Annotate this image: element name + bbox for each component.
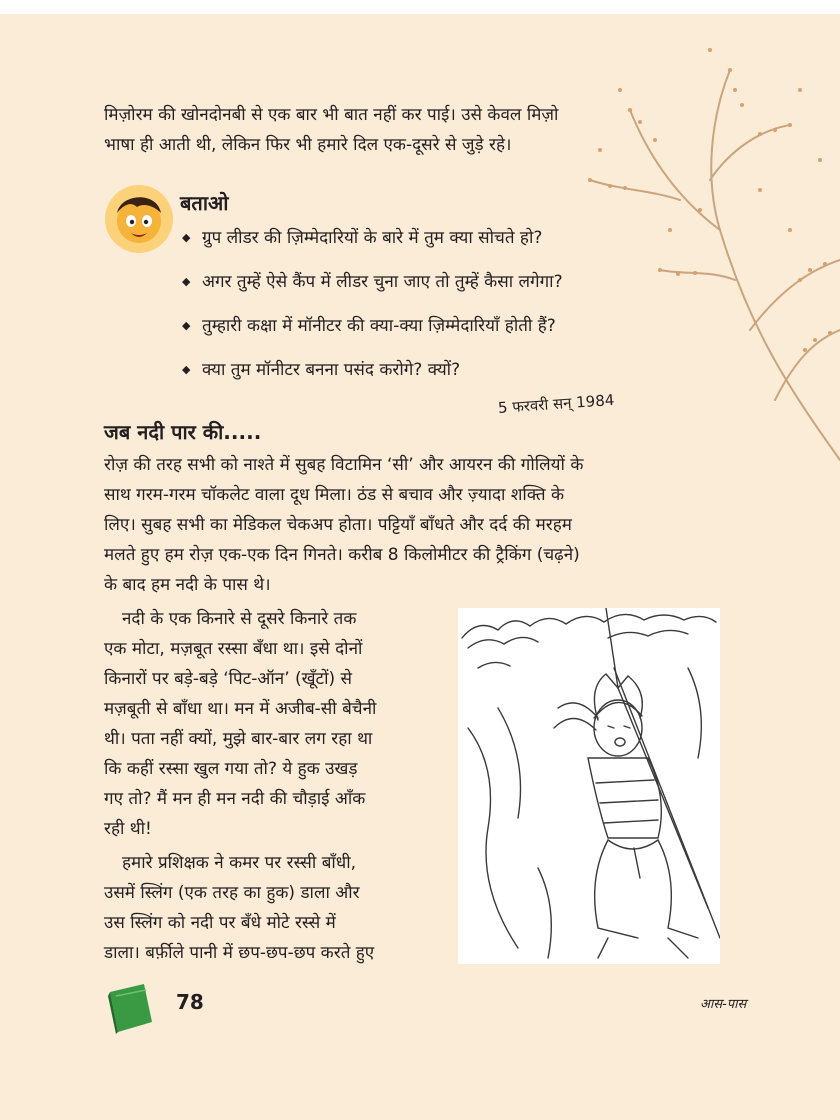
text-line: मज़बूती से बाँधा था। मन में अजीब-सी बेचैनी	[104, 699, 377, 719]
text-line: मलते हुए हम रोज़ एक-एक दिन गिनते। करीब 8 किलोमीटर की ट्रैकिंग (चढ़ने)	[104, 545, 580, 565]
page-number: 78	[176, 990, 204, 1014]
text-line: भाषा ही आती थी, लेकिन फिर भी हमारे दिल एक-दूसरे से जुड़े रहे।	[104, 135, 512, 155]
text-line: मिज़ोरम की खोनदोनबी से एक बार भी बात नहीं कर पाई। उसे केवल मिज़ो	[104, 105, 559, 125]
text-line: हमारे प्रशिक्षक ने कमर पर रस्सी बाँधी,	[122, 853, 357, 873]
book-title: आस-पास	[700, 997, 747, 1012]
text-line: के बाद हम नदी के पास थे।	[104, 575, 271, 595]
text-line: डाला। बर्फ़ीले पानी में छप-छप-छप करते हुए	[104, 943, 375, 963]
batao-heading: बताओ	[180, 191, 229, 215]
question-item	[182, 228, 563, 248]
text-line: लिए। सुबह सभी का मेडिकल चेकअप होता। पट्टियाँ बाँधते और दर्द की मरहम	[104, 515, 572, 535]
section-heading: जब नदी पार की.....	[104, 420, 262, 444]
paragraph-one	[104, 450, 724, 600]
text-line: उसमें स्लिंग (एक तरह का हुक) डाला और	[104, 883, 360, 903]
text-line: साथ गरम-गरम चॉकलेट वाला दूध मिला। ठंड से बचाव और ज़्यादा शक्ति के	[104, 485, 565, 505]
paragraph-three	[104, 848, 454, 968]
diamond-bullet-icon: ◆	[182, 363, 191, 376]
text-line: थी। पता नहीं क्यों, मुझे बार-बार लग रहा था	[104, 729, 373, 749]
text-line: रही थी!	[104, 819, 152, 839]
diamond-bullet-icon: ◆	[182, 275, 191, 288]
text-line: उस स्लिंग को नदी पर बँधे मोटे रस्से में	[104, 913, 336, 933]
text-line: रोज़ की तरह सभी को नाश्ते में सुबह विटामिन ‘सी’ और आयरन की गोलियों के	[104, 455, 584, 475]
page-top-margin	[0, 0, 840, 14]
diamond-bullet-icon: ◆	[182, 231, 191, 244]
intro-paragraph	[104, 100, 684, 160]
text-line: गए तो? मैं मन ही मन नदी की चौड़ाई आँक	[104, 789, 366, 809]
question-text: तुम्हारी कक्षा में मॉनीटर की क्या-क्या ज़िम्मेदारियाँ होती हैं?	[202, 316, 556, 336]
question-text: अगर तुम्हें ऐसे कैंप में लीडर चुना जाए तो तुम्हें कैसा लगेगा?	[202, 272, 563, 292]
text-line: किनारों पर बड़े-बड़े ‘पिट-ऑन’ (खूँटों) से	[104, 669, 353, 689]
question-item	[182, 272, 563, 292]
question-list	[182, 228, 563, 404]
green-book-icon	[104, 982, 156, 1034]
question-text: क्या तुम मॉनीटर बनना पसंद करोगे? क्यों?	[202, 360, 461, 380]
question-item	[182, 360, 563, 380]
text-line: कि कहीं रस्सा खुल गया तो? ये हुक उखड़	[104, 759, 358, 779]
paragraph-two	[104, 604, 454, 844]
question-item	[182, 316, 563, 336]
text-line: एक मोटा, मज़बूत रस्सा बँधा था। इसे दोनों	[104, 639, 363, 659]
river-crossing-sketch	[458, 608, 720, 964]
diary-date: 5 फरवरी सन् 1984	[497, 390, 615, 417]
boy-face-icon	[103, 183, 175, 255]
diamond-bullet-icon: ◆	[182, 319, 191, 332]
question-text: ग्रुप लीडर की ज़िम्मेदारियों के बारे में तुम क्या सोचते हो?	[202, 228, 543, 248]
text-line: नदी के एक किनारे से दूसरे किनारे तक	[122, 609, 357, 629]
